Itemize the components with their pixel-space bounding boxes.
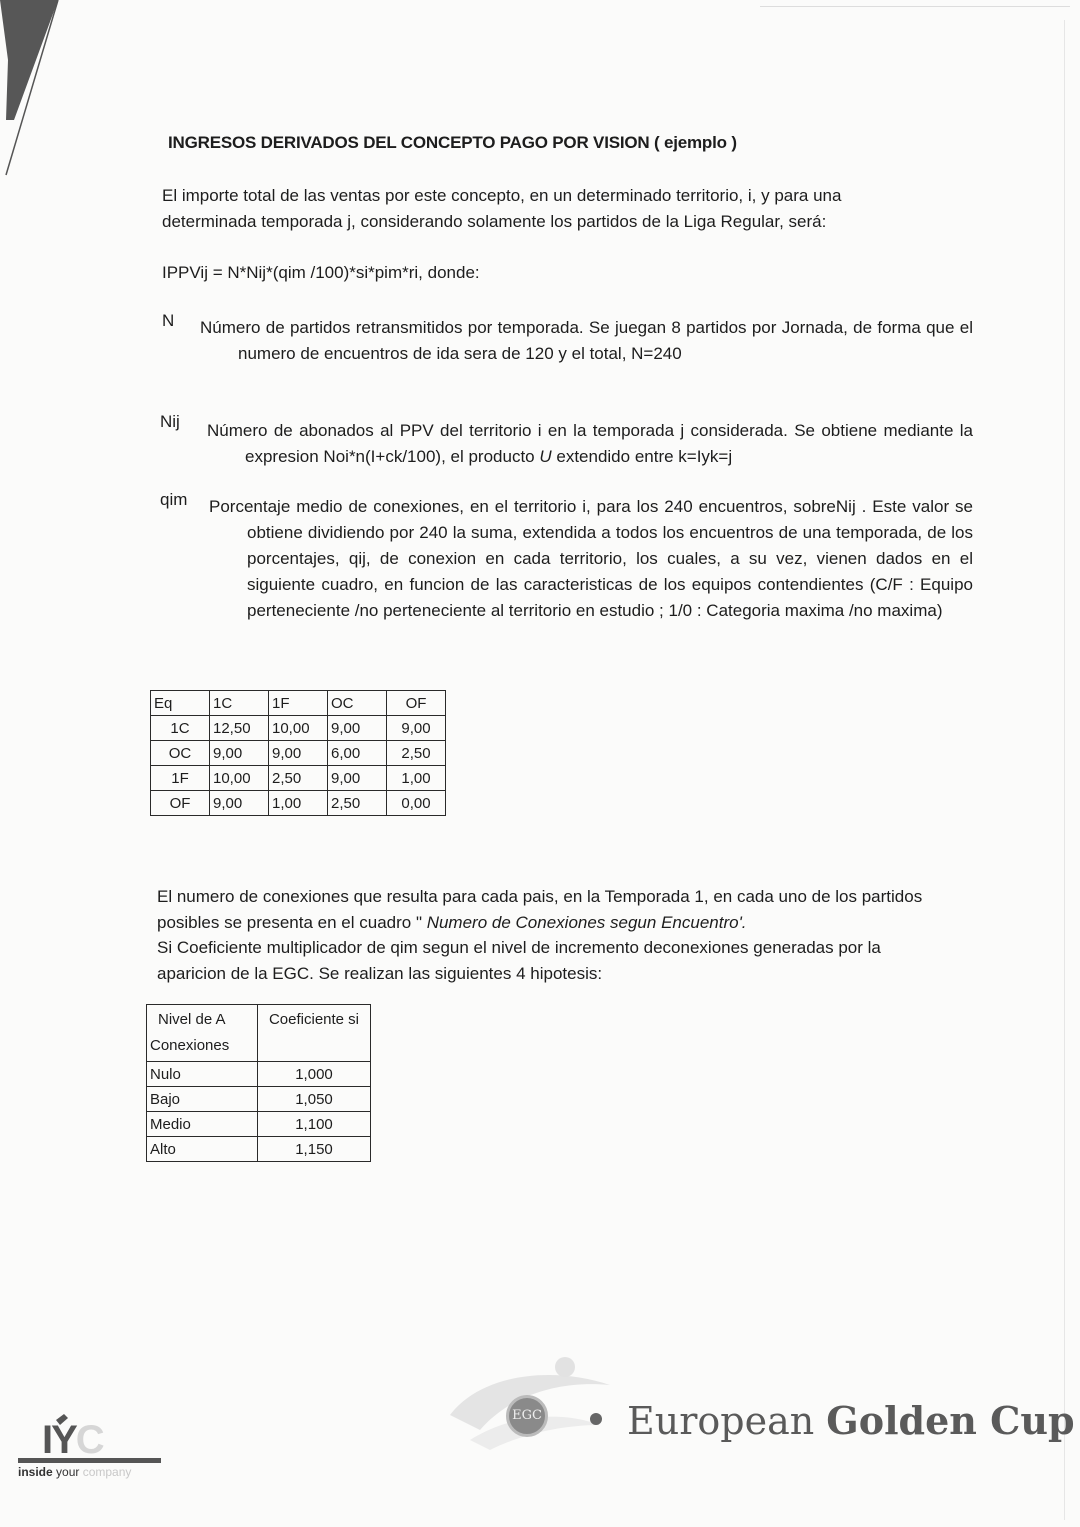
table-row-label: 1C <box>151 716 210 741</box>
table-row-label: Alto <box>147 1137 258 1162</box>
header-conexiones-line: Conexiones <box>150 1037 230 1054</box>
egc-badge-text: EGC <box>512 1408 542 1423</box>
table-row-label: 1F <box>151 766 210 791</box>
table-row-label: Bajo <box>147 1087 258 1112</box>
table-cell: 1,00 <box>387 766 446 791</box>
egc-name <box>627 1398 1075 1443</box>
table-row <box>147 1137 371 1162</box>
iyc-logo <box>18 1412 161 1479</box>
table-row-label: OF <box>151 791 210 816</box>
table-header-cell <box>147 1005 258 1062</box>
eq-connection-table <box>150 690 446 816</box>
table-cell: 9,00 <box>210 791 269 816</box>
table-header-row <box>151 691 446 716</box>
table-row <box>147 1087 371 1112</box>
table-header-cell: 1C <box>210 691 269 716</box>
table-cell: 6,00 <box>328 741 387 766</box>
definition-text-nij <box>207 418 973 470</box>
definition-key-qim: qim <box>160 490 188 509</box>
conexiones-italic-text: Numero de Conexiones segun Encuentro'. <box>426 913 747 932</box>
table-header-cell: 1F <box>269 691 328 716</box>
table-cell: 9,00 <box>269 741 328 766</box>
table-row <box>151 791 446 816</box>
table-row-label: OC <box>151 741 210 766</box>
iyc-tagline-rest: your <box>52 1465 83 1479</box>
nij-text-italic: U <box>539 447 552 466</box>
iyc-letters-dark: IY <box>42 1418 76 1462</box>
conexiones-text: El numero de conexiones que resulta para cada pais, en la Temporada 1, en cada uno de los partidos posibles se presenta en el cuadro " <box>157 887 923 932</box>
table-cell: 1,100 <box>258 1112 371 1137</box>
table-row <box>151 716 446 741</box>
scan-top-line <box>760 6 1070 7</box>
coefficient-table <box>146 1004 371 1162</box>
intro-paragraph: El importe total de las ventas por este concepto, en un determinado territorio, i, y para una determinada temporada j, considerando solamente los partidos de la Liga Regular, será: <box>162 186 842 231</box>
iyc-logo-mark <box>18 1412 161 1462</box>
table-row-label: Medio <box>147 1112 258 1137</box>
table-cell: 9,00 <box>328 766 387 791</box>
table-cell: 9,00 <box>210 741 269 766</box>
table-cell: 2,50 <box>328 791 387 816</box>
table-header-cell: Eq <box>151 691 210 716</box>
definition-key-nij: Nij <box>160 412 180 431</box>
table-header-cell: Coeficiente si <box>258 1005 371 1062</box>
table-row <box>147 1112 371 1137</box>
definition-key-n: N <box>162 311 175 330</box>
table-cell: 10,00 <box>210 766 269 791</box>
egc-badge <box>506 1395 548 1437</box>
table-cell: 1,000 <box>258 1062 371 1087</box>
egc-name-bold: Golden Cup <box>826 1398 1075 1443</box>
scan-right-edge <box>1064 20 1065 1520</box>
table-header-cell: OC <box>328 691 387 716</box>
table-cell: 1,050 <box>258 1087 371 1112</box>
table-cell: 2,50 <box>269 766 328 791</box>
egc-name-light: European <box>627 1399 827 1443</box>
scan-edge-artifact <box>0 0 70 180</box>
table-row <box>151 766 446 791</box>
nij-text-before: Número de abonados al PPV del territorio i en la temporada j considerada. Se obtiene mediante la expresion Noi*n(I+ck/100), el producto <box>207 421 973 466</box>
table-header-row <box>147 1005 371 1062</box>
table-row <box>151 741 446 766</box>
table-cell: 12,50 <box>210 716 269 741</box>
definition-text-n: Número de partidos retransmitidos por temporada. Se juegan 8 partidos por Jornada, de forma que el numero de encuentros de ida sera de 120 y el total, N=240 <box>200 318 973 363</box>
document-title: INGRESOS DERIVADOS DEL CONCEPTO PAGO POR VISION ( ejemplo ) <box>168 133 737 152</box>
nij-text-after: extendido entre k=Iyk=j <box>551 447 733 466</box>
iyc-tagline-faint: company <box>82 1465 132 1479</box>
table-cell: 2,50 <box>387 741 446 766</box>
table-cell: 9,00 <box>328 716 387 741</box>
table-cell: 0,00 <box>387 791 446 816</box>
table-cell: 1,150 <box>258 1137 371 1162</box>
table-row-label: Nulo <box>147 1062 258 1087</box>
iyc-letters <box>42 1418 103 1463</box>
iyc-tagline <box>18 1465 161 1479</box>
egc-bullet-icon <box>590 1413 602 1425</box>
table-row <box>147 1062 371 1087</box>
conexiones-paragraph <box>157 884 932 936</box>
header-nivel-line: Nivel de A <box>158 1011 226 1028</box>
table-header-cell: OF <box>387 691 446 716</box>
iyc-letter-faint: C <box>75 1418 103 1462</box>
table-cell: 1,00 <box>269 791 328 816</box>
definition-text-qim: Porcentaje medio de conexiones, en el territorio i, para los 240 encuentros, sobreNij . Este valor se obtiene dividiendo por 240 la suma, extendida a todos los encuentros de una temporada, de los porcentajes, qij, de conexion en cada territorio, los cuales, a su vez, vienen dados en el siguiente cuadro, en funcion de las caracteristicas de los equipos contendientes (C/F : Equipo perteneciente /no perteneciente al territorio en estudio ; 1/0 : Categoria maxima /no maxima) <box>209 497 973 620</box>
table-cell: 9,00 <box>387 716 446 741</box>
table-cell: 10,00 <box>269 716 328 741</box>
iyc-tagline-bold: inside <box>18 1465 53 1479</box>
formula-line: IPPVij = N*Nij*(qim /100)*si*pim*ri, donde: <box>162 263 480 282</box>
si-paragraph: Si Coeficiente multiplicador de qim segun el nivel de incremento deconexiones generadas por la aparicion de la EGC. Se realizan las siguientes 4 hipotesis: <box>157 938 881 983</box>
